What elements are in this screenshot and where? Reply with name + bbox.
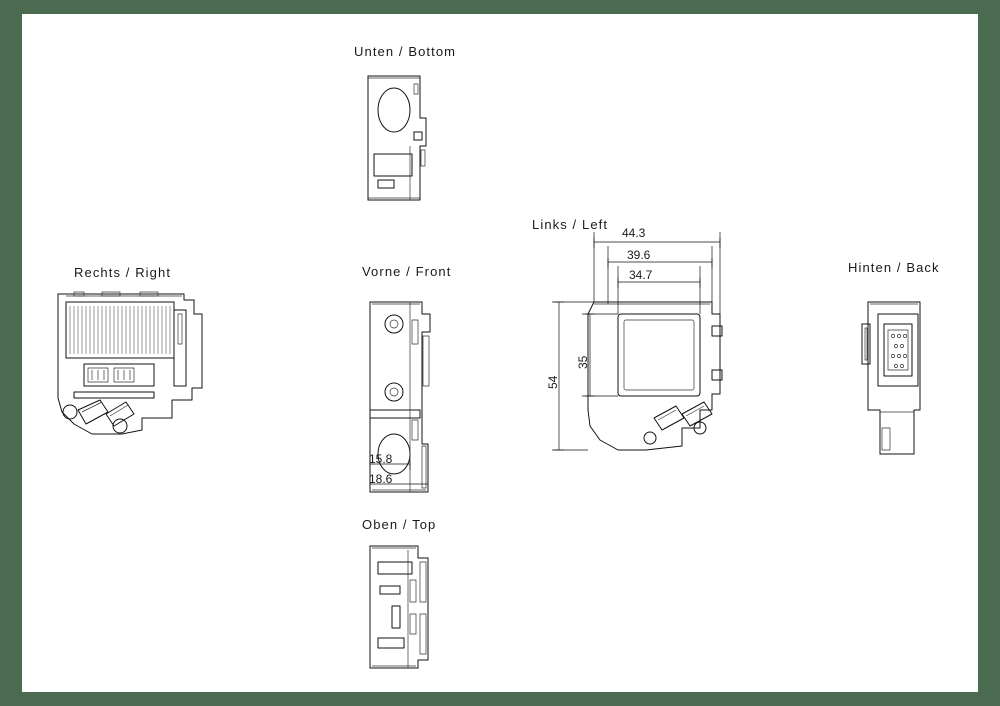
view-label-top: Oben / Top: [362, 517, 437, 532]
view-label-left: Links / Left: [532, 217, 609, 232]
view-top-geometry: [370, 546, 428, 668]
dim-left-width-mid: 39.6: [627, 248, 651, 262]
view-right-geometry: [58, 292, 202, 434]
view-back-geometry: [862, 302, 920, 454]
view-label-bottom: Unten / Bottom: [354, 44, 457, 59]
view-label-right: Rechts / Right: [74, 265, 172, 280]
dim-left-width-outer: 44.3: [622, 226, 646, 240]
dim-front-width-outer: 18.6: [369, 472, 393, 486]
drawing-canvas: [22, 14, 978, 692]
view-left-geometry: [552, 232, 722, 450]
view-front-geometry: [370, 302, 430, 492]
technical-drawing: [22, 14, 978, 692]
view-label-back: Hinten / Back: [848, 260, 940, 275]
dim-left-height-inner: 35: [576, 355, 590, 369]
dim-front-width-inner: 15.8: [369, 452, 393, 466]
view-bottom-geometry: [368, 76, 426, 200]
dim-left-height-outer: 54: [546, 375, 560, 389]
dim-left-width-inner: 34.7: [629, 268, 653, 282]
view-label-front: Vorne / Front: [362, 264, 452, 279]
